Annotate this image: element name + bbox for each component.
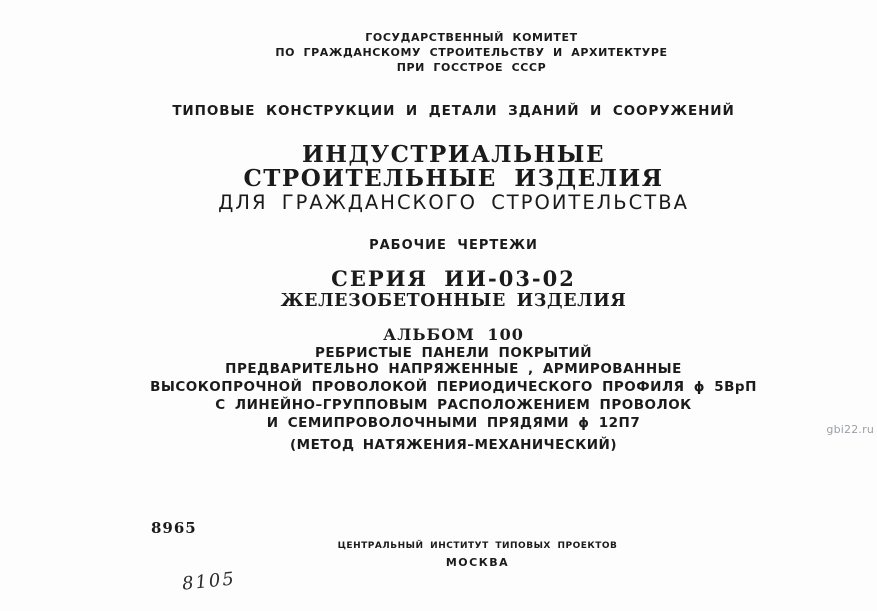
main-title-line-2: СТРОИТЕЛЬНЫЕ ИЗДЕЛИЯ (243, 165, 664, 192)
album-description-line-2: ПРЕДВАРИТЕЛЬНО НАПРЯЖЕННЫЕ , АРМИРОВАННЫЕ (225, 361, 682, 377)
main-title-line-3: ДЛЯ ГРАЖДАНСКОГО СТРОИТЕЛЬСТВА (218, 191, 689, 214)
album-description-line-3: ВЫСОКОПРОЧНОЙ ПРОВОЛОКОЙ ПЕРИОДИЧЕСКОГО ПРОФИЛЯ ϕ 5ВрП (150, 379, 757, 395)
site-watermark: gbi22.ru (826, 423, 874, 436)
album-description-line-5: И СЕМИПРОВОЛОЧНЫМИ ПРЯДЯМИ ϕ 12П7 (266, 415, 641, 431)
working-drawings-subtitle: РАБОЧИЕ ЧЕРТЕЖИ (369, 238, 538, 253)
series-number: СЕРИЯ ИИ-03-02 (331, 266, 576, 291)
handwritten-inventory-number: 8105 (181, 568, 237, 595)
org-name-line-3: ПРИ ГОССТРОЕ СССР (396, 61, 547, 74)
org-name-line-2: ПО ГРАЖДАНСКОМУ СТРОИТЕЛЬСТВУ И АРХИТЕКТУРЕ (275, 46, 668, 59)
series-type: ЖЕЛЕЗОБЕТОННЫЕ ИЗДЕЛИЯ (280, 291, 627, 311)
main-title-line-1: ИНДУСТРИАЛЬНЫЕ (302, 141, 605, 168)
album-description-line-4: С ЛИНЕЙНО–ГРУППОВЫМ РАСПОЛОЖЕНИЕМ ПРОВОЛОК (215, 397, 692, 413)
document-number: 8965 (151, 519, 197, 537)
publisher-name: ЦЕНТРАЛЬНЫЙ ИНСТИТУТ ТИПОВЫХ ПРОЕКТОВ (337, 541, 618, 551)
album-heading: АЛЬБОМ 100 (383, 325, 524, 344)
org-name-line-1: ГОСУДАРСТВЕННЫЙ КОМИТЕТ (365, 31, 578, 44)
publisher-city: МОСКВА (445, 556, 510, 569)
series-collection-heading: ТИПОВЫЕ КОНСТРУКЦИИ И ДЕТАЛИ ЗДАНИЙ И СООРУЖЕНИЙ (172, 103, 735, 119)
album-description-line-1: РЕБРИСТЫЕ ПАНЕЛИ ПОКРЫТИЙ (314, 345, 593, 361)
tensioning-method-note: (МЕТОД НАТЯЖЕНИЯ–МЕХАНИЧЕСКИЙ) (289, 437, 618, 453)
